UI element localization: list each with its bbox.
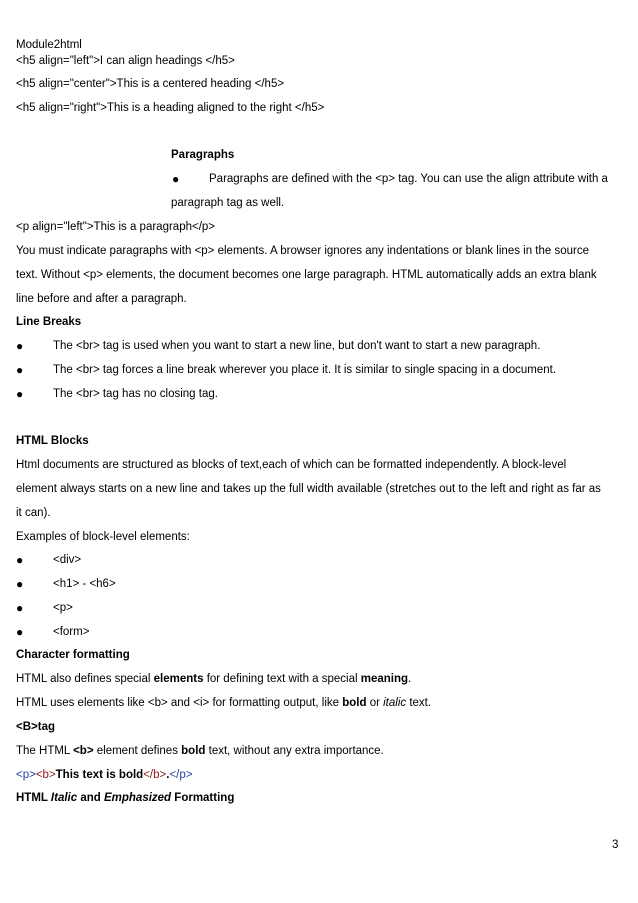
html-blocks-heading: HTML Blocks xyxy=(16,435,89,447)
bullet-icon: ● xyxy=(16,577,24,591)
paragraphs-bullet-text: Paragraphs are defined with the <p> tag. You can use the align attribute with a xyxy=(209,173,608,185)
html-blocks-body-line: it can). xyxy=(16,507,51,519)
examples-label: Examples of block-level elements: xyxy=(16,531,190,543)
b-tag-description: The HTML <b> element defines bold text, without any extra importance. xyxy=(16,745,384,757)
list-item: <form> xyxy=(53,626,90,638)
list-item: The <br> tag has no closing tag. xyxy=(53,388,218,400)
character-formatting-line: HTML uses elements like <b> and <i> for formatting output, like bold or italic text. xyxy=(16,697,432,709)
bullet-icon: ● xyxy=(172,172,180,186)
bullet-icon: ● xyxy=(16,339,24,353)
list-item: <div> xyxy=(53,554,82,566)
paragraph-body-line: line before and after a paragraph. xyxy=(16,293,187,305)
list-item: The <br> tag forces a line break wherever you place it. It is similar to single spacing in a document. xyxy=(53,364,557,376)
module-title: Module2html xyxy=(16,39,82,51)
b-tag-code-example: <p><b>This text is bold</b>.</p> xyxy=(16,769,193,781)
code-line-left: <h5 align="left">I can align headings </h5> xyxy=(16,55,235,67)
list-item: The <br> tag is used when you want to start a new line, but don't want to start a new paragraph. xyxy=(53,340,541,352)
paragraph-body-line: You must indicate paragraphs with <p> elements. A browser ignores any indentations or blank lines in the source xyxy=(16,245,590,257)
list-item: <p> xyxy=(53,602,73,614)
b-tag-heading: <B>tag xyxy=(16,721,55,733)
paragraphs-bullet-text-cont: paragraph tag as well. xyxy=(171,197,285,209)
character-formatting-heading: Character formatting xyxy=(16,649,130,661)
paragraph-body-line: text. Without <p> elements, the document becomes one large paragraph. HTML automatically adds an extra blank xyxy=(16,269,597,281)
list-item: <h1> - <h6> xyxy=(53,578,116,590)
code-line-right: <h5 align="right">This is a heading aligned to the right </h5> xyxy=(16,102,325,114)
bullet-icon: ● xyxy=(16,553,24,567)
bullet-icon: ● xyxy=(16,387,24,401)
html-blocks-body-line: element always starts on a new line and takes up the full width available (stretches out to the left and right as far as xyxy=(16,483,601,495)
bullet-icon: ● xyxy=(16,363,24,377)
bullet-icon: ● xyxy=(16,601,24,615)
code-line-center: <h5 align="center">This is a centered heading </h5> xyxy=(16,78,285,90)
paragraph-code-example: <p align="left">This is a paragraph</p> xyxy=(16,221,216,233)
line-breaks-heading: Line Breaks xyxy=(16,316,82,328)
bullet-icon: ● xyxy=(16,625,24,639)
html-blocks-body-line: Html documents are structured as blocks of text,each of which can be formatted independently. A block-level xyxy=(16,459,567,471)
italic-formatting-heading: HTML Italic and Emphasized Formatting xyxy=(16,792,235,804)
page-number: 3 xyxy=(612,839,619,851)
paragraphs-heading: Paragraphs xyxy=(171,149,235,161)
character-formatting-line: HTML also defines special elements for defining text with a special meaning. xyxy=(16,673,412,685)
